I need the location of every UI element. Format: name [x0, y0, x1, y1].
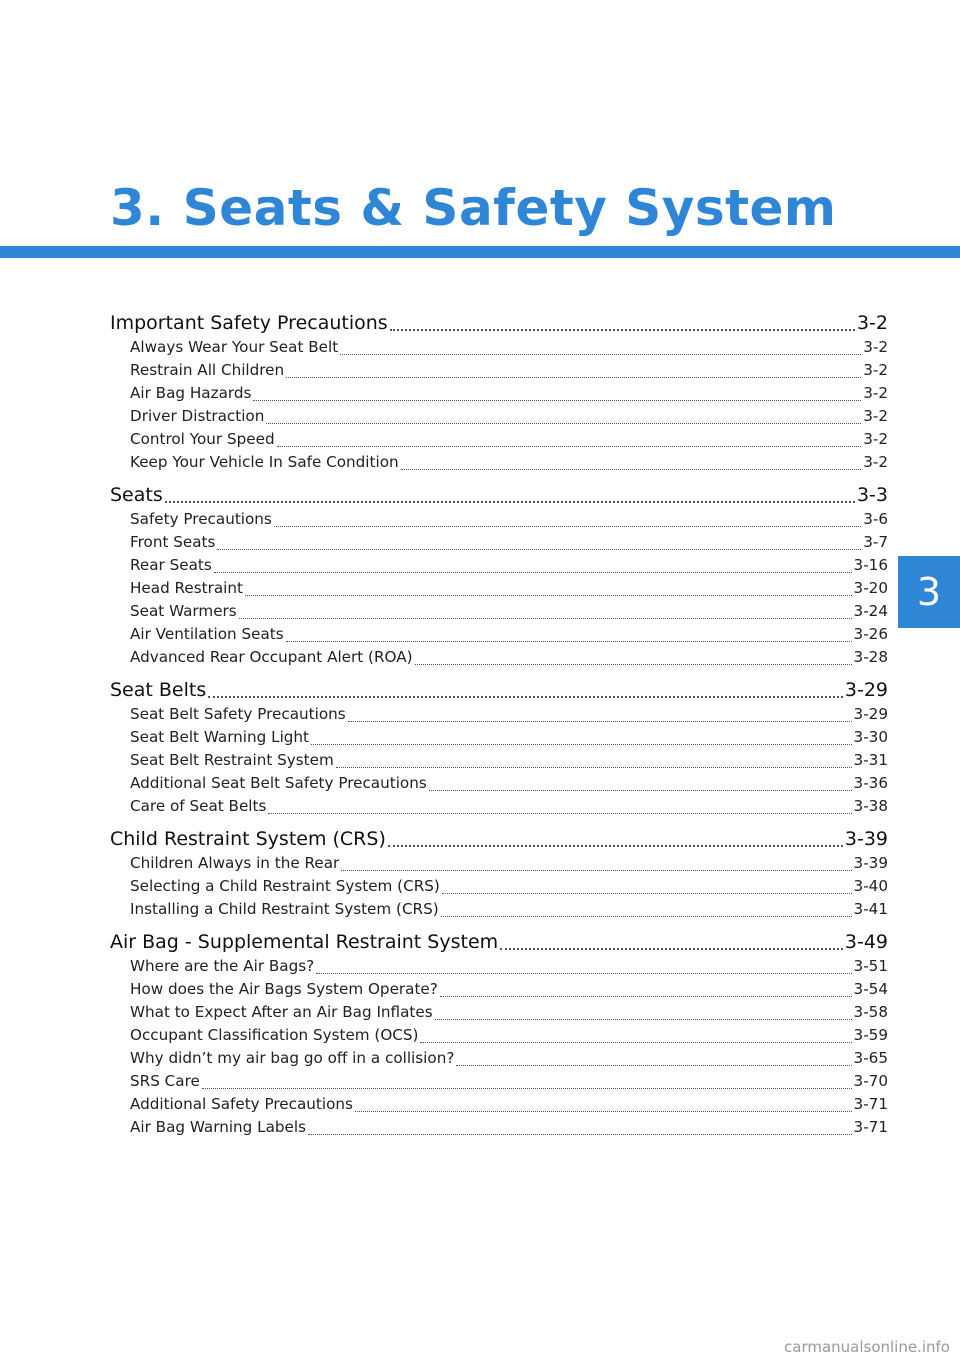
toc-entry[interactable] [110, 405, 888, 428]
toc-entry[interactable] [110, 1024, 888, 1047]
dot-leader [308, 1134, 852, 1135]
dot-leader [340, 354, 861, 355]
chapter-tab-number: 3 [916, 570, 942, 614]
toc-entry-page: 3-30 [853, 728, 888, 746]
toc-entry[interactable] [110, 726, 888, 749]
dot-leader [390, 329, 855, 331]
dot-leader [456, 1065, 851, 1066]
dot-leader [268, 813, 851, 814]
dot-leader [208, 696, 843, 698]
toc-entry-page: 3-2 [863, 407, 888, 425]
toc-entry[interactable] [110, 508, 888, 531]
toc-section-heading-page: 3-39 [844, 828, 888, 850]
toc-entry-page: 3-51 [853, 957, 888, 975]
toc-section-heading-page: 3-2 [856, 312, 888, 334]
toc-entry-title: What to Expect After an Air Bag Inflates [130, 1003, 433, 1021]
toc-entry[interactable] [110, 1070, 888, 1093]
toc-entry-title: Care of Seat Belts [130, 797, 267, 815]
toc-entry-page: 3-2 [863, 453, 888, 471]
dot-leader [286, 377, 861, 378]
dot-leader [429, 790, 852, 791]
toc-entry-page: 3-54 [853, 980, 888, 998]
dot-leader [401, 469, 862, 470]
toc-entry-page: 3-2 [863, 361, 888, 379]
dot-leader [442, 893, 852, 894]
chapter-tab[interactable] [898, 556, 960, 628]
dot-leader [435, 1019, 852, 1020]
dot-leader [311, 744, 852, 745]
dot-leader [388, 845, 843, 847]
toc-entry[interactable] [110, 1116, 888, 1139]
toc-entry-title: Selecting a Child Restraint System (CRS) [130, 877, 440, 895]
dot-leader [355, 1111, 852, 1112]
dot-leader [500, 948, 843, 950]
toc-section-heading-title: Important Safety Precautions [110, 312, 388, 334]
toc-entry-title: Safety Precautions [130, 510, 272, 528]
toc-entry[interactable] [110, 795, 888, 818]
toc-entry-title: Advanced Rear Occupant Alert (ROA) [130, 648, 413, 666]
dot-leader [420, 1042, 851, 1043]
toc-entry-page: 3-29 [853, 705, 888, 723]
toc-section [110, 826, 888, 921]
toc-section [110, 310, 888, 474]
toc-entry-page: 3-16 [853, 556, 888, 574]
toc-entry-page: 3-2 [863, 384, 888, 402]
dot-leader [441, 916, 852, 917]
toc-entry-title: Driver Distraction [130, 407, 265, 425]
toc-entry-page: 3-39 [853, 854, 888, 872]
dot-leader [415, 664, 852, 665]
toc-entry-page: 3-71 [853, 1118, 888, 1136]
toc-section-heading-page: 3-49 [844, 931, 888, 953]
toc-entry-page: 3-71 [853, 1095, 888, 1113]
toc-entry[interactable] [110, 428, 888, 451]
toc-section-heading[interactable] [110, 310, 888, 336]
dot-leader [245, 595, 852, 596]
toc-entry-page: 3-41 [853, 900, 888, 918]
toc-entry-page: 3-38 [853, 797, 888, 815]
toc-section [110, 929, 888, 1139]
toc-entry[interactable] [110, 703, 888, 726]
dot-leader [214, 572, 852, 573]
toc-entry-title: Seat Belt Restraint System [130, 751, 334, 769]
dot-leader [217, 549, 861, 550]
toc-entry[interactable] [110, 978, 888, 1001]
dot-leader [336, 767, 852, 768]
toc-entry[interactable] [110, 623, 888, 646]
toc-entry-title: Where are the Air Bags? [130, 957, 315, 975]
toc-section [110, 677, 888, 818]
toc-entry-title: Head Restraint [130, 579, 243, 597]
dot-leader [165, 501, 855, 503]
toc-entry[interactable] [110, 600, 888, 623]
toc-entry-title: Additional Seat Belt Safety Precautions [130, 774, 427, 792]
toc-entry-title: Air Ventilation Seats [130, 625, 284, 643]
dot-leader [253, 400, 861, 401]
toc-entry-page: 3-24 [853, 602, 888, 620]
toc-entry-page: 3-65 [853, 1049, 888, 1067]
toc-entry-title: Air Bag Hazards [130, 384, 252, 402]
toc-entry-title: Restrain All Children [130, 361, 285, 379]
toc-entry-page: 3-2 [863, 430, 888, 448]
toc-entry-title: Always Wear Your Seat Belt [130, 338, 339, 356]
toc-section-heading[interactable] [110, 482, 888, 508]
toc-section [110, 482, 888, 669]
toc-entry-page: 3-26 [853, 625, 888, 643]
dot-leader [316, 973, 851, 974]
toc-section-heading-title: Child Restraint System (CRS) [110, 828, 386, 850]
toc-entry[interactable] [110, 646, 888, 669]
toc-entry[interactable] [110, 451, 888, 474]
dot-leader [202, 1088, 852, 1089]
toc-entry[interactable] [110, 749, 888, 772]
dot-leader [348, 721, 852, 722]
toc-entry[interactable] [110, 1001, 888, 1024]
toc-entry-title: Occupant Classification System (OCS) [130, 1026, 419, 1044]
toc-entry[interactable] [110, 359, 888, 382]
toc-entry-title: Air Bag Warning Labels [130, 1118, 307, 1136]
toc-entry-title: Why didn’t my air bag go off in a collision? [130, 1049, 455, 1067]
toc-entry-title: Seat Belt Warning Light [130, 728, 310, 746]
toc-entry[interactable] [110, 852, 888, 875]
toc-entry-title: Additional Safety Precautions [130, 1095, 353, 1113]
toc-entry[interactable] [110, 875, 888, 898]
dot-leader [277, 446, 862, 447]
toc-entry-title: Installing a Child Restraint System (CRS) [130, 900, 439, 918]
toc-entry-title: Rear Seats [130, 556, 212, 574]
toc-section-heading[interactable] [110, 929, 888, 955]
toc-entry-title: Keep Your Vehicle In Safe Condition [130, 453, 399, 471]
toc-section-heading[interactable] [110, 826, 888, 852]
toc-entry[interactable] [110, 772, 888, 795]
toc-entry[interactable] [110, 382, 888, 405]
toc-entry[interactable] [110, 554, 888, 577]
table-of-contents [110, 310, 888, 1147]
toc-entry-page: 3-70 [853, 1072, 888, 1090]
toc-entry[interactable] [110, 955, 888, 978]
toc-entry[interactable] [110, 577, 888, 600]
toc-entry-title: Front Seats [130, 533, 216, 551]
toc-entry-page: 3-59 [853, 1026, 888, 1044]
toc-entry-page: 3-6 [863, 510, 888, 528]
toc-entry[interactable] [110, 336, 888, 359]
title-rule [0, 246, 960, 258]
toc-entry-page: 3-31 [853, 751, 888, 769]
dot-leader [239, 618, 852, 619]
toc-section-heading-title: Air Bag - Supplemental Restraint System [110, 931, 499, 953]
dot-leader [440, 996, 852, 997]
toc-entry-title: Control Your Speed [130, 430, 275, 448]
toc-entry-page: 3-20 [853, 579, 888, 597]
toc-section-heading-title: Seat Belts [110, 679, 207, 701]
toc-entry[interactable] [110, 898, 888, 921]
toc-section-heading-page: 3-3 [856, 484, 888, 506]
toc-entry-page: 3-28 [853, 648, 888, 666]
toc-entry-title: SRS Care [130, 1072, 200, 1090]
toc-entry-page: 3-7 [863, 533, 888, 551]
toc-entry-title: Children Always in the Rear [130, 854, 340, 872]
dot-leader [274, 526, 861, 527]
toc-entry[interactable] [110, 531, 888, 554]
dot-leader [341, 870, 851, 871]
toc-entry[interactable] [110, 1093, 888, 1116]
toc-section-heading-title: Seats [110, 484, 163, 506]
toc-entry-title: How does the Air Bags System Operate? [130, 980, 438, 998]
chapter-title: 3. Seats & Safety System [110, 179, 837, 237]
toc-entry-page: 3-40 [853, 877, 888, 895]
toc-entry-page: 3-36 [853, 774, 888, 792]
toc-entry-title: Seat Warmers [130, 602, 237, 620]
toc-section-heading-page: 3-29 [844, 679, 888, 701]
dot-leader [286, 641, 852, 642]
toc-section-heading[interactable] [110, 677, 888, 703]
dot-leader [266, 423, 861, 424]
toc-entry-page: 3-58 [853, 1003, 888, 1021]
watermark: carmanualsonline.info [784, 1338, 950, 1356]
toc-entry-page: 3-2 [863, 338, 888, 356]
toc-entry[interactable] [110, 1047, 888, 1070]
toc-entry-title: Seat Belt Safety Precautions [130, 705, 346, 723]
